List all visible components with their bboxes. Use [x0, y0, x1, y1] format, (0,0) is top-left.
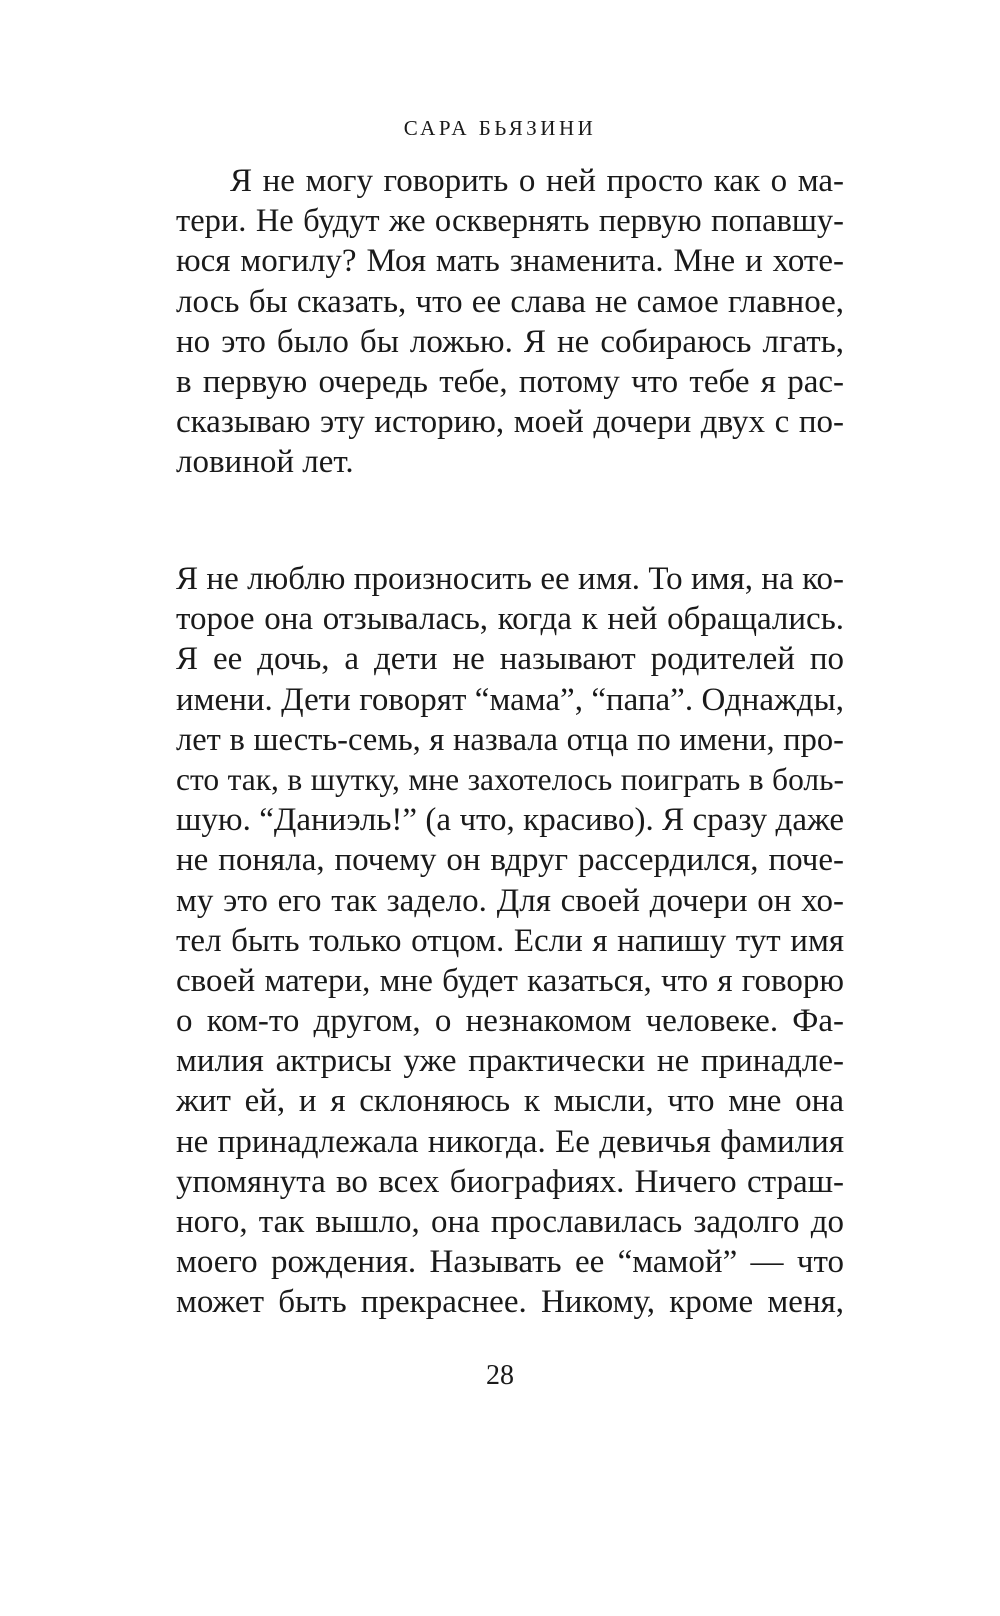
text-line: о ком-то другом, о незнакомом человеке. Фа- [176, 1003, 844, 1040]
text-line: лось бы сказать, что ее слава не самое главное, [176, 283, 844, 320]
text-line: шую. “Даниэль!” (а что, красиво). Я сразу даже [176, 802, 844, 839]
text-line: ного, так вышло, она прославилась задолго до [176, 1204, 844, 1240]
running-head-author: САРА БЬЯЗИНИ [403, 116, 597, 140]
paragraph-1 [176, 161, 844, 483]
text-line: упомянута во всех биографиях. Ничего страш- [176, 1163, 844, 1200]
text-line: сказываю эту историю, моей дочери двух с по- [176, 404, 844, 441]
text-line: лет в шесть-семь, я назвала отца по имени, про- [176, 721, 844, 758]
text-line: моего рождения. Называть ее “мамой” — что [176, 1244, 844, 1281]
text-line: не принадлежала никогда. Ее девичья фамилия [176, 1123, 844, 1160]
text-line: не поняла, почему он вдруг рассердился, поче- [176, 842, 844, 879]
text-line: в первую очередь тебе, потому что тебе я рас- [176, 363, 844, 400]
text-line: имени. Дети говорят “мама”, “папа”. Однажды, [176, 681, 844, 718]
paragraph-2 [176, 559, 844, 1323]
text-line: юся могилу? Моя мать знаменита. Мне и хоте- [176, 243, 844, 280]
text-line: му это его так задело. Для своей дочери он хо- [176, 882, 844, 919]
text-line: торое она отзывалась, когда к ней обращались. [176, 601, 844, 638]
page-number: 28 [486, 1360, 514, 1391]
text-line: своей матери, мне будет казаться, что я говорю [176, 962, 844, 999]
text-line: тел быть только отцом. Если я напишу тут имя [176, 922, 844, 959]
text-line: ловиной лет. [176, 444, 354, 481]
text-line: Я не люблю произносить ее имя. То имя, на ко- [176, 561, 844, 597]
text-line: сто так, в шутку, мне захотелось поиграть в боль- [176, 761, 844, 797]
text-line: но это было бы ложью. Я не собираюсь лгать, [176, 323, 844, 360]
text-line: милия актрисы уже практически не принадле- [176, 1043, 844, 1080]
text-line: может быть прекраснее. Никому, кроме меня, [176, 1284, 844, 1321]
text-line: тери. Не будут же осквернять первую попавшу- [176, 203, 844, 240]
text-line: Я не могу говорить о ней просто как о ма- [230, 163, 844, 199]
text-line: Я ее дочь, а дети не называют родителей по [176, 641, 844, 678]
text-line: жит ей, и я склоняюсь к мысли, что мне она [176, 1083, 844, 1120]
